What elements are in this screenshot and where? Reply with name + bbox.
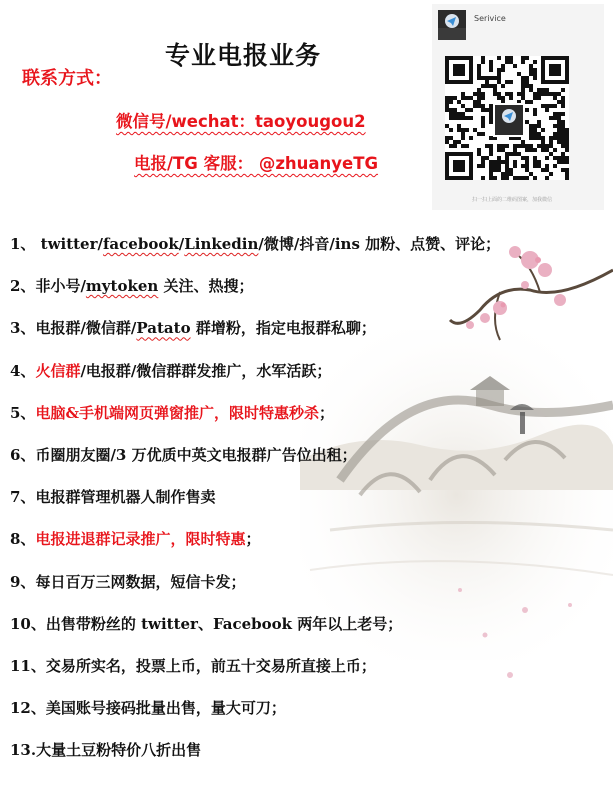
list-item-text: 电报群/微信群/ xyxy=(35,319,137,338)
list-item xyxy=(10,571,610,613)
list-item-text: 大量土豆粉特价八折出售 xyxy=(36,741,202,760)
telegram-contact xyxy=(134,150,378,174)
list-item-number: 7、 xyxy=(10,488,36,507)
list-item-number: 4、 xyxy=(10,361,36,380)
qr-caption: 扫一扫上面的二维码图案，加我微信 xyxy=(471,197,552,203)
list-item xyxy=(10,233,610,275)
list-item-number: 6、 xyxy=(10,445,36,464)
wechat-id-text: 微信号/wechat：taoyougou2 xyxy=(116,112,366,131)
list-item-number: 1、 xyxy=(10,235,36,253)
account-name: Serivice xyxy=(474,14,506,23)
list-item xyxy=(10,275,610,317)
list-item-number: 11、 xyxy=(10,656,46,675)
list-item-text: Patato xyxy=(136,319,191,338)
list-item-text: ； xyxy=(318,403,334,422)
qr-code-icon xyxy=(445,56,569,180)
list-item xyxy=(10,317,610,359)
list-item-text: 非小号/ xyxy=(35,277,86,296)
list-item-text: 关注、热搜； xyxy=(158,277,254,296)
list-item xyxy=(10,402,610,444)
list-item xyxy=(10,360,610,402)
list-item xyxy=(10,739,610,781)
list-item-number: 9、 xyxy=(10,572,36,591)
list-item-text: 出售带粉丝的 twitter、Facebook 两年以上老号； xyxy=(45,614,403,633)
list-item-text: /微博/抖音/ins 加粉、点赞、评论； xyxy=(258,235,501,253)
service-list xyxy=(10,233,610,781)
list-item-text: 交易所实名，投票上币，前五十交易所直接上币； xyxy=(45,656,376,675)
qr-avatar-icon xyxy=(493,103,525,137)
list-item-text: /电报群/微信群群发推广，水军活跃； xyxy=(80,361,332,380)
list-item-number: 10、 xyxy=(10,614,46,633)
list-item-text: 币圈朋友圈/3 万优质中英文电报群广告位出租； xyxy=(35,445,357,464)
list-item-text: mytoken xyxy=(85,277,159,296)
list-item-number: 12、 xyxy=(10,699,46,718)
list-item xyxy=(10,613,610,655)
list-item-text: 每日百万三网数据，短信卡发； xyxy=(35,572,246,591)
list-item-text: 电报进退群记录推广，限时特惠 xyxy=(35,530,246,549)
list-item-text: twitter/ xyxy=(35,235,103,253)
list-item xyxy=(10,528,610,570)
list-item-number: 5、 xyxy=(10,403,36,422)
list-item-text: 群增粉，指定电报群私聊； xyxy=(190,319,376,338)
list-item xyxy=(10,486,610,528)
wechat-contact xyxy=(116,108,366,132)
list-item xyxy=(10,444,610,486)
list-item-text: / xyxy=(178,235,185,253)
list-item-text: 火信群 xyxy=(35,361,81,380)
contact-label: 联系方式： xyxy=(22,68,112,89)
list-item-text: Linkedin xyxy=(184,235,259,253)
list-item-number: 8、 xyxy=(10,530,36,549)
telegram-qr-card xyxy=(432,4,604,210)
list-item-number: 13. xyxy=(10,741,37,760)
list-item-text: 电报群管理机器人制作售卖 xyxy=(35,488,216,507)
list-item-text: 美国账号接码批量出售，量大可刀； xyxy=(45,699,286,718)
list-item-number: 2、 xyxy=(10,277,36,296)
list-item-text: 电脑&手机端网页弹窗推广，限时特惠秒杀 xyxy=(35,403,319,422)
list-item xyxy=(10,655,610,697)
list-item-text: ； xyxy=(245,530,261,549)
list-item-text: facebook xyxy=(102,235,179,253)
telegram-id-text: 电报/TG 客服： @zhuanyeTG xyxy=(134,154,379,173)
list-item-number: 3、 xyxy=(10,319,36,338)
page-title: 专业电报业务 xyxy=(165,41,322,70)
list-item xyxy=(10,697,610,739)
avatar xyxy=(438,10,466,40)
